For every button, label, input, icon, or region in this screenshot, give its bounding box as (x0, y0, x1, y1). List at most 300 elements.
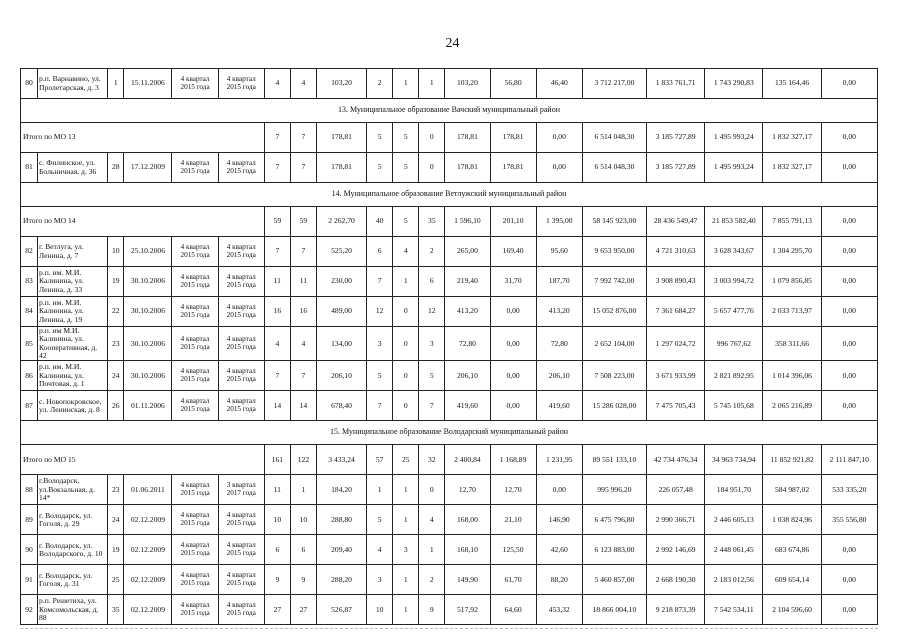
table-cell-value: 64,60 (490, 595, 536, 625)
table-cell-value: 489,00 (316, 297, 366, 327)
table-cell-value: 21,10 (490, 505, 536, 535)
table-cell-value: 1 304 295,70 (763, 237, 821, 267)
table-cell-value: 7 (290, 123, 316, 153)
table-cell-value: 16 (264, 297, 290, 327)
table-cell-value: 21 853 582,40 (705, 207, 763, 237)
planned-demolition-cell: 4 квартал 2015 года (218, 595, 264, 625)
table-cell-value: 27 (264, 595, 290, 625)
table-cell-value: 201,10 (490, 207, 536, 237)
planned-completion-cell: 4 квартал 2015 года (172, 237, 218, 267)
table-cell-value: 2 183 012,56 (705, 565, 763, 595)
table-cell-value: 995 996,20 (582, 475, 646, 505)
page-number: 24 (445, 36, 460, 51)
document-number-cell: 10 (108, 237, 124, 267)
document-number-cell: 35 (108, 595, 124, 625)
table-cell-value: 683 674,86 (763, 535, 821, 565)
subtotal-label: Итого по МО 14 (21, 207, 265, 237)
section-header-row (21, 421, 878, 445)
table-cell-value: 0,00 (490, 361, 536, 391)
table-cell-value: 2 104 596,60 (763, 595, 821, 625)
document-number-cell: 24 (108, 361, 124, 391)
table-cell-value: 88,20 (536, 565, 582, 595)
table-cell-value: 0,00 (821, 123, 877, 153)
table-cell-value: 6 514 048,30 (582, 153, 646, 183)
table-cell-value: 16 (290, 297, 316, 327)
table-cell-value: 2 111 847,10 (821, 445, 877, 475)
row-number-cell: 80 (21, 69, 38, 99)
table-cell-value: 103,20 (316, 69, 366, 99)
address-cell: р.п. им М.И. Калинина, ул. Кооперативная, д. 42 (38, 327, 108, 361)
table-cell-value: 1 079 856,85 (763, 267, 821, 297)
table-cell-value: 0,00 (821, 297, 877, 327)
table-cell-value: 187,70 (536, 267, 582, 297)
subtotal-label: Итого по МО 13 (21, 123, 265, 153)
table-cell-value: 134,00 (316, 327, 366, 361)
planned-demolition-cell: 4 квартал 2015 года (218, 391, 264, 421)
table-cell-value: 46,40 (536, 69, 582, 99)
planned-completion-cell: 4 квартал 2015 года (172, 475, 218, 505)
table-cell-value: 7 (264, 153, 290, 183)
table-cell-value: 7 (290, 153, 316, 183)
table-cell-value: 178,81 (445, 123, 490, 153)
table-cell-value: 9 (290, 565, 316, 595)
table-cell-value: 2 (419, 565, 445, 595)
table-cell-value: 226 057,48 (647, 475, 705, 505)
table-cell-value: 5 460 857,00 (582, 565, 646, 595)
table-cell-value: 59 (264, 207, 290, 237)
table-cell-value: 3 185 727,89 (647, 123, 705, 153)
table-cell-value: 95,60 (536, 237, 582, 267)
address-cell: г. Володарск, ул. Володарского, д. 10 (38, 535, 108, 565)
table-cell-value: 0,00 (821, 361, 877, 391)
table-cell-value: 42,60 (536, 535, 582, 565)
table-cell-value: 2 448 061,45 (705, 535, 763, 565)
table-cell-value: 12 (367, 297, 393, 327)
table-cell-value: 355 556,80 (821, 505, 877, 535)
planned-completion-cell: 4 квартал 2015 года (172, 327, 218, 361)
table-cell-value: 7 361 684,27 (647, 297, 705, 327)
table-cell-value: 1 (367, 475, 393, 505)
document-number-cell: 19 (108, 535, 124, 565)
address-cell: с. Новопокровское, ул. Ленинская, д. 8 (38, 391, 108, 421)
planned-completion-cell: 4 квартал 2015 года (172, 391, 218, 421)
planned-demolition-cell: 4 квартал 2015 года (218, 505, 264, 535)
recognition-date-cell: 30.10.2006 (124, 361, 172, 391)
table-cell-value: 1 743 290,83 (705, 69, 763, 99)
table-cell-value: 178,81 (445, 153, 490, 183)
recognition-date-cell: 30.10.2006 (124, 297, 172, 327)
table-cell-value: 0,00 (821, 153, 877, 183)
table-row (21, 535, 878, 565)
table-cell-value: 0,00 (821, 327, 877, 361)
planned-completion-cell: 4 квартал 2015 года (172, 267, 218, 297)
address-cell: с. Филинское, ул. Больничная, д. 36 (38, 153, 108, 183)
table-cell-value: 3 628 343,67 (705, 237, 763, 267)
table-cell-value: 125,50 (490, 535, 536, 565)
recognition-date-cell: 02.12.2009 (124, 565, 172, 595)
address-cell: р.п. Решетиха, ул. Комсомольская, д. 88 (38, 595, 108, 625)
table-cell-value: 0 (393, 361, 419, 391)
table-cell-value: 169,40 (490, 237, 536, 267)
table-cell-value: 2 (367, 69, 393, 99)
table-cell-value: 0,00 (821, 595, 877, 625)
planned-demolition-cell: 4 квартал 2015 года (218, 69, 264, 99)
table-cell-value: 525,20 (316, 237, 366, 267)
section-header-row (21, 99, 878, 123)
table-cell-value: 149,90 (445, 565, 490, 595)
recognition-date-cell: 30.10.2006 (124, 327, 172, 361)
table-cell-value: 5 (367, 361, 393, 391)
table-cell-value: 7 542 534,11 (705, 595, 763, 625)
address-cell: р.п. им. М.И. Калинина, ул. Почтовая, д. 1 (38, 361, 108, 391)
section-title: 13. Муниципальное образование Вачский муниципальный район (21, 99, 878, 123)
table-cell-value: 178,81 (316, 123, 366, 153)
table-cell-value: 12,70 (490, 475, 536, 505)
table-cell-value: 0,00 (821, 69, 877, 99)
table-cell-value: 5 (419, 361, 445, 391)
planned-completion-cell: 4 квартал 2015 года (172, 153, 218, 183)
planned-demolition-cell: 4 квартал 2015 года (218, 327, 264, 361)
table-cell-value: 9 653 950,00 (582, 237, 646, 267)
table-cell-value: 3 185 727,89 (647, 153, 705, 183)
table-cell-value: 413,20 (445, 297, 490, 327)
table-cell-value: 6 123 883,00 (582, 535, 646, 565)
table-cell-value: 10 (290, 505, 316, 535)
table-row (21, 267, 878, 297)
table-cell-value: 7 (264, 123, 290, 153)
table-cell-value: 72,80 (445, 327, 490, 361)
table-cell-value: 5 (393, 123, 419, 153)
table-cell-value: 2 990 366,71 (647, 505, 705, 535)
address-cell: р.п. им. М.И. Калинина, ул. Ленина, д. 33 (38, 267, 108, 297)
planned-demolition-cell: 4 квартал 2015 года (218, 267, 264, 297)
table-cell-value: 1 231,95 (536, 445, 582, 475)
address-cell: р.п. Варнавино, ул. Пролетарская, д. 3 (38, 69, 108, 99)
table-cell-value: 2 033 713,97 (763, 297, 821, 327)
table-row (21, 237, 878, 267)
table-cell-value: 0 (393, 391, 419, 421)
table-cell-value: 0 (419, 475, 445, 505)
section-header-row (21, 183, 878, 207)
table-cell-value: 146,90 (536, 505, 582, 535)
table-cell-value: 2 446 605,13 (705, 505, 763, 535)
table-cell-value: 419,60 (445, 391, 490, 421)
recognition-date-cell: 15.11.2006 (124, 69, 172, 99)
table-cell-value: 178,81 (316, 153, 366, 183)
table-row (21, 297, 878, 327)
document-number-cell: 22 (108, 297, 124, 327)
table-cell-value: 1 297 024,72 (647, 327, 705, 361)
row-number-cell: 88 (21, 475, 38, 505)
table-cell-value: 1 832 327,17 (763, 123, 821, 153)
table-row (21, 361, 878, 391)
recognition-date-cell: 02.12.2009 (124, 535, 172, 565)
table-cell-value: 135 164,46 (763, 69, 821, 99)
document-number-cell: 23 (108, 327, 124, 361)
scan-edge-artifact (20, 628, 878, 630)
table-cell-value: 678,40 (316, 391, 366, 421)
planned-completion-cell: 4 квартал 2015 года (172, 361, 218, 391)
section-title: 14. Муниципальное образование Ветлужский муниципальный район (21, 183, 878, 207)
table-cell-value: 4 721 310,63 (647, 237, 705, 267)
table-cell-value: 2 262,70 (316, 207, 366, 237)
table-cell-value: 3 (367, 327, 393, 361)
table-cell-value: 4 (290, 69, 316, 99)
table-cell-value: 0 (419, 153, 445, 183)
table-row (21, 595, 878, 625)
table-cell-value: 2 (419, 237, 445, 267)
subtotal-row (21, 445, 878, 475)
table-cell-value: 288,80 (316, 505, 366, 535)
table-cell-value: 11 (290, 267, 316, 297)
table-cell-value: 419,60 (536, 391, 582, 421)
table-cell-value: 89 551 133,10 (582, 445, 646, 475)
table-cell-value: 7 508 223,00 (582, 361, 646, 391)
table-row (21, 391, 878, 421)
table-cell-value: 1 495 993,24 (705, 153, 763, 183)
table-cell-value: 0,00 (536, 123, 582, 153)
table-cell-value: 1 (419, 535, 445, 565)
planned-completion-cell: 4 квартал 2015 года (172, 565, 218, 595)
table-cell-value: 25 (393, 445, 419, 475)
document-number-cell: 19 (108, 267, 124, 297)
planned-demolition-cell: 4 квартал 2015 года (218, 565, 264, 595)
table-cell-value: 5 745 105,68 (705, 391, 763, 421)
table-cell-value: 11 (264, 475, 290, 505)
table-cell-value: 0,00 (821, 207, 877, 237)
document-number-cell: 25 (108, 565, 124, 595)
planned-demolition-cell: 4 квартал 2015 года (218, 535, 264, 565)
document-number-cell: 28 (108, 153, 124, 183)
table-cell-value: 1 (393, 595, 419, 625)
table-cell-value: 206,10 (316, 361, 366, 391)
table-cell-value: 0,00 (821, 267, 877, 297)
planned-demolition-cell: 4 квартал 2015 года (218, 237, 264, 267)
table-cell-value: 15 286 028,00 (582, 391, 646, 421)
table-cell-value: 56,80 (490, 69, 536, 99)
table-cell-value: 15 052 876,00 (582, 297, 646, 327)
table-cell-value: 7 992 742,00 (582, 267, 646, 297)
table-cell-value: 0,00 (490, 327, 536, 361)
table-cell-value: 9 (419, 595, 445, 625)
table-cell-value: 453,32 (536, 595, 582, 625)
table-cell-value: 57 (367, 445, 393, 475)
table-cell-value: 0,00 (821, 565, 877, 595)
table-cell-value: 10 (264, 505, 290, 535)
table-cell-value: 2 400,84 (445, 445, 490, 475)
row-number-cell: 90 (21, 535, 38, 565)
table-cell-value: 2 821 892,95 (705, 361, 763, 391)
row-number-cell: 87 (21, 391, 38, 421)
table-cell-value: 178,81 (490, 123, 536, 153)
table-cell-value: 584 987,02 (763, 475, 821, 505)
table-cell-value: 178,81 (490, 153, 536, 183)
row-number-cell: 81 (21, 153, 38, 183)
planned-demolition-cell: 4 квартал 2015 года (218, 297, 264, 327)
planned-completion-cell: 4 квартал 2015 года (172, 297, 218, 327)
table-cell-value: 230,00 (316, 267, 366, 297)
table-cell-value: 526,87 (316, 595, 366, 625)
recognition-date-cell: 17.12.2009 (124, 153, 172, 183)
table-cell-value: 4 (264, 327, 290, 361)
table-cell-value: 161 (264, 445, 290, 475)
table-cell-value: 5 (393, 153, 419, 183)
table-cell-value: 31,70 (490, 267, 536, 297)
subtotal-row (21, 123, 878, 153)
table-cell-value: 4 (264, 69, 290, 99)
table-cell-value: 0,00 (821, 391, 877, 421)
planned-demolition-cell: 4 квартал 2015 года (218, 361, 264, 391)
table-cell-value: 11 (264, 267, 290, 297)
table-cell-value: 34 963 734,94 (705, 445, 763, 475)
recognition-date-cell: 02.12.2009 (124, 505, 172, 535)
table-cell-value: 3 (419, 327, 445, 361)
table-cell-value: 1 495 993,24 (705, 123, 763, 153)
recognition-date-cell: 01.11.2006 (124, 391, 172, 421)
table-cell-value: 288,20 (316, 565, 366, 595)
table-cell-value: 7 (367, 391, 393, 421)
row-number-cell: 84 (21, 297, 38, 327)
row-number-cell: 89 (21, 505, 38, 535)
table-cell-value: 0,00 (490, 391, 536, 421)
table-cell-value: 14 (290, 391, 316, 421)
table-cell-value: 1 (419, 69, 445, 99)
table-cell-value: 1 596,10 (445, 207, 490, 237)
table-cell-value: 609 654,14 (763, 565, 821, 595)
table-row (21, 153, 878, 183)
table-cell-value: 184,20 (316, 475, 366, 505)
table-cell-value: 6 (419, 267, 445, 297)
table-cell-value: 1 168,89 (490, 445, 536, 475)
table-cell-value: 12,70 (445, 475, 490, 505)
row-number-cell: 91 (21, 565, 38, 595)
table-cell-value: 265,00 (445, 237, 490, 267)
row-number-cell: 92 (21, 595, 38, 625)
address-cell: р.п. им. М.И. Калинина, ул. Ленина, д. 19 (38, 297, 108, 327)
table-cell-value: 58 145 923,00 (582, 207, 646, 237)
table-cell-value: 1 833 761,71 (647, 69, 705, 99)
table-cell-value: 1 038 824,96 (763, 505, 821, 535)
planned-completion-cell: 4 квартал 2015 года (172, 505, 218, 535)
table-cell-value: 206,10 (445, 361, 490, 391)
table-cell-value: 0 (393, 297, 419, 327)
table-cell-value: 0,00 (821, 535, 877, 565)
table-cell-value: 2 992 146,69 (647, 535, 705, 565)
recognition-date-cell: 25.10.2006 (124, 237, 172, 267)
recognition-date-cell: 30.10.2006 (124, 267, 172, 297)
planned-demolition-cell: 3 квартал 2017 года (218, 475, 264, 505)
section-title: 15. Муниципальное образование Володарский муниципальный район (21, 421, 878, 445)
planned-demolition-cell: 4 квартал 2015 года (218, 153, 264, 183)
table-cell-value: 4 (367, 535, 393, 565)
document-number-cell: 1 (108, 69, 124, 99)
table-cell-value: 3 712 217,00 (582, 69, 646, 99)
row-number-cell: 83 (21, 267, 38, 297)
table-cell-value: 3 671 933,99 (647, 361, 705, 391)
table-cell-value: 4 (393, 237, 419, 267)
table-cell-value: 1 (393, 505, 419, 535)
table-cell-value: 1 (393, 267, 419, 297)
table-cell-value: 1 (393, 475, 419, 505)
table-cell-value: 5 (367, 505, 393, 535)
row-number-cell: 86 (21, 361, 38, 391)
table-cell-value: 0,00 (490, 297, 536, 327)
table-cell-value: 184 951,70 (705, 475, 763, 505)
table-cell-value: 6 (264, 535, 290, 565)
table-cell-value: 7 855 791,13 (763, 207, 821, 237)
table-cell-value: 0 (393, 327, 419, 361)
table-cell-value: 0,00 (536, 475, 582, 505)
table-cell-value: 10 (367, 595, 393, 625)
address-cell: г.Володарск, ул.Вокзальная, д. 14* (38, 475, 108, 505)
table-cell-value: 7 (264, 361, 290, 391)
row-number-cell: 82 (21, 237, 38, 267)
table-cell-value: 2 652 104,00 (582, 327, 646, 361)
table-cell-value: 9 218 873,39 (647, 595, 705, 625)
recognition-date-cell: 01.06.2011 (124, 475, 172, 505)
program-table-sheet (20, 68, 878, 625)
table-row (21, 505, 878, 535)
table-cell-value: 7 (264, 237, 290, 267)
table-cell-value: 61,70 (490, 565, 536, 595)
table-cell-value: 14 (264, 391, 290, 421)
table-row (21, 69, 878, 99)
table-cell-value: 28 436 549,47 (647, 207, 705, 237)
table-cell-value: 168,00 (445, 505, 490, 535)
table-cell-value: 72,80 (536, 327, 582, 361)
table-cell-value: 2 668 190,30 (647, 565, 705, 595)
table-row (21, 565, 878, 595)
table-row (21, 475, 878, 505)
table-cell-value: 206,10 (536, 361, 582, 391)
table-cell-value: 122 (290, 445, 316, 475)
table-cell-value: 1 014 396,06 (763, 361, 821, 391)
table-cell-value: 3 (367, 565, 393, 595)
address-cell: г. Володарск, ул. Гоголя, д. 31 (38, 565, 108, 595)
table-cell-value: 32 (419, 445, 445, 475)
table-cell-value: 209,40 (316, 535, 366, 565)
table-cell-value: 42 734 476,34 (647, 445, 705, 475)
table-cell-value: 219,40 (445, 267, 490, 297)
table-cell-value: 0,00 (536, 153, 582, 183)
planned-completion-cell: 4 квартал 2015 года (172, 595, 218, 625)
address-cell: г. Володарск, ул. Гоголя, д. 29 (38, 505, 108, 535)
table-row (21, 327, 878, 361)
table-cell-value: 7 (367, 267, 393, 297)
table-cell-value: 6 (367, 237, 393, 267)
table-cell-value: 5 (367, 123, 393, 153)
subtotal-row (21, 207, 878, 237)
table-cell-value: 12 (419, 297, 445, 327)
table-cell-value: 0,00 (821, 237, 877, 267)
table-cell-value: 4 (290, 327, 316, 361)
table-cell-value: 358 311,66 (763, 327, 821, 361)
table-cell-value: 40 (367, 207, 393, 237)
table-cell-value: 1 (290, 475, 316, 505)
document-number-cell: 24 (108, 505, 124, 535)
table-cell-value: 3 003 994,72 (705, 267, 763, 297)
table-cell-value: 517,92 (445, 595, 490, 625)
table-cell-value: 18 866 004,10 (582, 595, 646, 625)
table-cell-value: 27 (290, 595, 316, 625)
table-cell-value: 9 (264, 565, 290, 595)
document-number-cell: 23 (108, 475, 124, 505)
planned-completion-cell: 4 квартал 2015 года (172, 69, 218, 99)
table-cell-value: 1 (393, 69, 419, 99)
table-cell-value: 1 832 327,17 (763, 153, 821, 183)
table-cell-value: 168,10 (445, 535, 490, 565)
table-cell-value: 7 (419, 391, 445, 421)
